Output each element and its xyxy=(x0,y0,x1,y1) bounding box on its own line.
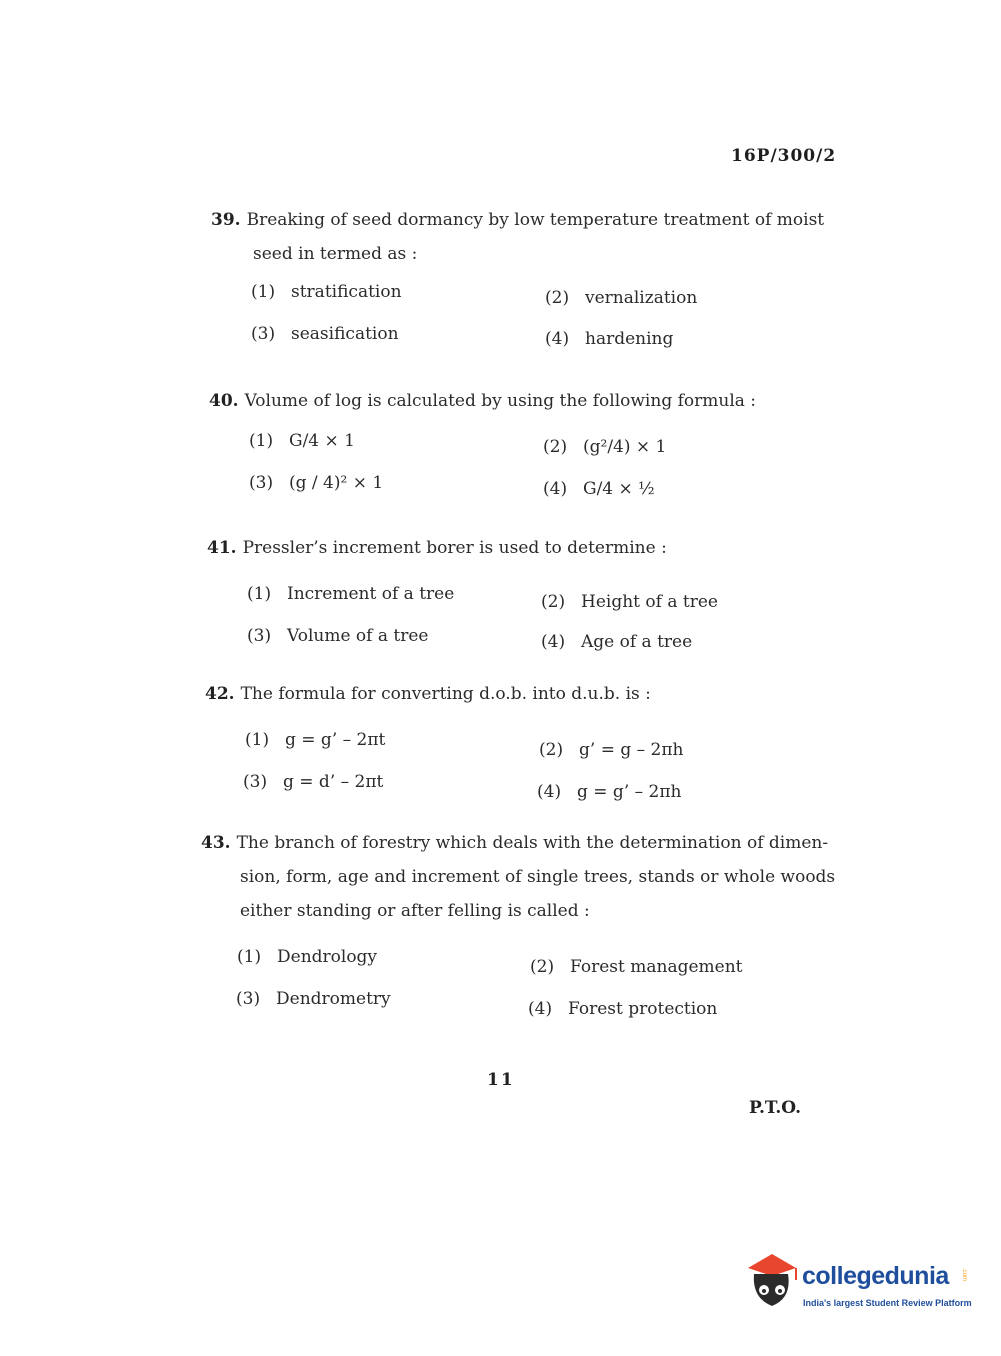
page-number: 11 xyxy=(487,1070,515,1090)
question-stem-continued: seed in termed as : xyxy=(253,244,418,264)
option-4: (4) hardening xyxy=(545,329,674,349)
logo-wordmark: collegedunia xyxy=(802,1262,949,1290)
option-4: (4) Age of a tree xyxy=(541,632,693,652)
question-number: 41. xyxy=(207,538,237,558)
question-stem: Breaking of seed dormancy by low temperature treatment of moist xyxy=(246,210,825,230)
mascot-icon xyxy=(742,1250,800,1316)
option-1: (1) g = g’ – 2πt xyxy=(245,730,386,750)
option-4: (4) G/4 × ½ xyxy=(543,479,655,499)
option-2: (2) Height of a tree xyxy=(541,592,718,612)
option-2: (2) g’ = g – 2πh xyxy=(539,740,684,760)
options xyxy=(211,275,836,359)
question-41 xyxy=(207,531,832,653)
question-42 xyxy=(205,677,830,802)
options xyxy=(205,715,830,802)
paper-code: 16P/300/2 xyxy=(731,146,837,166)
option-3: (3) Volume of a tree xyxy=(247,626,429,646)
logo-domain-suffix: .com xyxy=(961,1268,967,1282)
question-number: 43. xyxy=(201,833,231,853)
question-number: 40. xyxy=(209,391,239,411)
question-stem-continued: sion, form, age and increment of single trees, stands or whole woods xyxy=(240,867,836,887)
option-2: (2) vernalization xyxy=(545,288,698,308)
option-2: (2) (g²/4) × 1 xyxy=(543,437,667,457)
option-1: (1) Dendrology xyxy=(237,947,378,967)
options xyxy=(207,569,832,653)
question-number: 39. xyxy=(211,210,241,230)
options xyxy=(209,422,834,506)
option-3: (3) (g / 4)² × 1 xyxy=(249,473,384,493)
options xyxy=(201,932,841,1019)
question-43 xyxy=(201,826,841,1019)
option-1: (1) stratification xyxy=(251,282,402,302)
question-39 xyxy=(211,203,836,359)
question-stem: Pressler’s increment borer is used to determine : xyxy=(242,538,667,558)
option-1: (1) G/4 × 1 xyxy=(249,431,355,451)
question-40 xyxy=(209,384,834,506)
logo-tagline: India's largest Student Review Platform xyxy=(803,1298,972,1308)
question-number: 42. xyxy=(205,684,235,704)
collegedunia-logo xyxy=(742,1250,972,1320)
question-stem: The formula for converting d.o.b. into d.u.b. is : xyxy=(240,684,651,704)
question-stem: The branch of forestry which deals with the determination of dimen- xyxy=(236,833,829,853)
option-3: (3) seasification xyxy=(251,324,399,344)
question-stem: Volume of log is calculated by using the following formula : xyxy=(244,391,757,411)
option-1: (1) Increment of a tree xyxy=(247,584,455,604)
pto-label: P.T.O. xyxy=(749,1098,801,1118)
option-3: (3) g = d’ – 2πt xyxy=(243,772,384,792)
option-4: (4) Forest protection xyxy=(528,999,718,1019)
question-stem-continued-2: either standing or after felling is called : xyxy=(240,901,590,921)
option-4: (4) g = g’ – 2πh xyxy=(537,782,682,802)
option-3: (3) Dendrometry xyxy=(236,989,391,1009)
option-2: (2) Forest management xyxy=(530,957,743,977)
